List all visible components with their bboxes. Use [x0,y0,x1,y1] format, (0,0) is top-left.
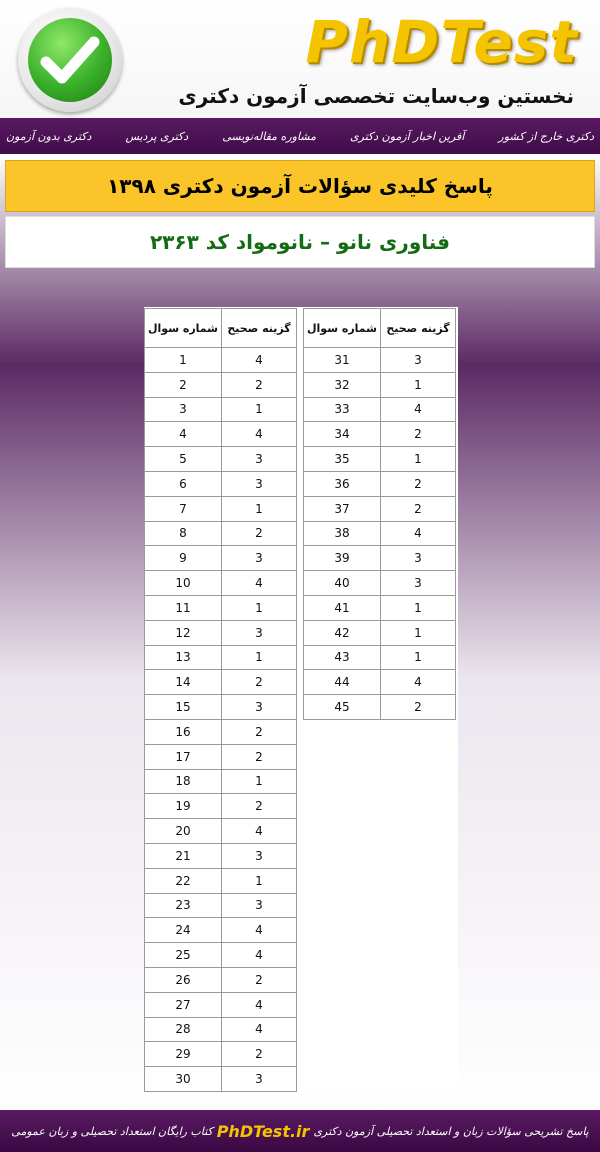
footer-text-right[interactable]: کتاب رایگان استعداد تحصیلی و زبان عمومی [11,1124,213,1138]
header-correct-option: گزینه صحیح [222,309,297,348]
page-title: پاسخ کلیدی سؤالات آزمون دکتری ۱۳۹۸ [5,160,595,212]
table-row [145,819,297,844]
correct-option-cell: 3 [222,447,297,472]
correct-option-cell: 2 [222,1042,297,1067]
table-row [145,571,297,596]
question-number-cell: 34 [304,422,381,447]
correct-option-cell: 3 [222,893,297,918]
table-row [145,670,297,695]
correct-option-cell: 1 [222,397,297,422]
question-number-cell: 32 [304,372,381,397]
question-number-cell: 14 [145,670,222,695]
table-row [145,422,297,447]
correct-option-cell: 3 [222,546,297,571]
correct-option-cell: 4 [222,348,297,373]
question-number-cell: 9 [145,546,222,571]
question-number-cell: 23 [145,893,222,918]
table-row [145,348,297,373]
correct-option-cell: 4 [381,397,456,422]
question-number-cell: 31 [304,348,381,373]
correct-option-cell: 1 [381,645,456,670]
correct-option-cell: 4 [381,521,456,546]
correct-option-cell: 1 [381,595,456,620]
table-row [304,372,456,397]
question-number-cell: 17 [145,744,222,769]
nav-item-no-exam-phd[interactable]: دکتری بدون آزمون [6,129,92,143]
question-number-cell: 4 [145,422,222,447]
question-number-cell: 6 [145,471,222,496]
question-number-cell: 10 [145,571,222,596]
correct-option-cell: 1 [222,868,297,893]
table-row [145,496,297,521]
correct-option-cell: 2 [222,670,297,695]
question-number-cell: 35 [304,447,381,472]
question-number-cell: 28 [145,1017,222,1042]
nav-item-pardis-phd[interactable]: دکتری پردیس [125,129,189,143]
table-row [145,372,297,397]
table-row [304,447,456,472]
correct-option-cell: 1 [222,595,297,620]
header-correct-option: گزینه صحیح [381,309,456,348]
brand-name[interactable]: PhDTest [305,8,578,76]
correct-option-cell: 4 [222,422,297,447]
correct-option-cell: 3 [222,843,297,868]
question-number-cell: 43 [304,645,381,670]
correct-option-cell: 2 [381,695,456,720]
table-row [145,595,297,620]
question-number-cell: 5 [145,447,222,472]
table-row [304,348,456,373]
question-number-cell: 3 [145,397,222,422]
question-number-cell: 20 [145,819,222,844]
table-row [145,719,297,744]
question-number-cell: 21 [145,843,222,868]
question-number-cell: 42 [304,620,381,645]
correct-option-cell: 1 [222,769,297,794]
footer-brand[interactable]: PhDTest.ir [216,1121,310,1141]
table-row [304,422,456,447]
question-number-cell: 40 [304,571,381,596]
table-row [304,571,456,596]
correct-option-cell: 3 [222,620,297,645]
table-row [145,943,297,968]
question-number-cell: 19 [145,794,222,819]
table-row [304,397,456,422]
table-row [145,918,297,943]
correct-option-cell: 4 [222,992,297,1017]
header-question-number: شماره سوال [304,309,381,348]
correct-option-cell: 2 [222,744,297,769]
question-number-cell: 39 [304,546,381,571]
table-row [145,1017,297,1042]
table-row [145,447,297,472]
table-row [145,471,297,496]
question-number-cell: 16 [145,719,222,744]
question-number-cell: 1 [145,348,222,373]
correct-option-cell: 4 [222,1017,297,1042]
correct-option-cell: 3 [222,471,297,496]
correct-option-cell: 4 [222,918,297,943]
table-row [145,645,297,670]
question-number-cell: 15 [145,695,222,720]
correct-option-cell: 1 [222,645,297,670]
table-row [145,868,297,893]
correct-option-cell: 4 [222,943,297,968]
correct-option-cell: 2 [222,372,297,397]
correct-option-cell: 3 [381,571,456,596]
question-number-cell: 36 [304,471,381,496]
check-icon [28,18,112,102]
question-number-cell: 44 [304,670,381,695]
logo-badge [28,18,112,102]
correct-option-cell: 3 [222,695,297,720]
correct-option-cell: 2 [222,794,297,819]
question-number-cell: 30 [145,1067,222,1092]
question-number-cell: 45 [304,695,381,720]
correct-option-cell: 4 [381,670,456,695]
table-row [145,695,297,720]
site-footer [0,1110,600,1152]
nav-item-article-consulting[interactable]: مشاوره مقاله‌نویسی [222,129,317,143]
nav-item-abroad-phd[interactable]: دکتری خارج از کشور [498,129,594,143]
table-row [304,695,456,720]
correct-option-cell: 2 [222,719,297,744]
question-number-cell: 29 [145,1042,222,1067]
nav-item-exam-news[interactable]: آفرین اخبار آزمون دکتری [350,129,465,143]
correct-option-cell: 2 [222,967,297,992]
question-number-cell: 2 [145,372,222,397]
table-row [145,521,297,546]
correct-option-cell: 1 [381,447,456,472]
question-number-cell: 11 [145,595,222,620]
header-question-number: شماره سوال [145,309,222,348]
table-row [304,645,456,670]
correct-option-cell: 3 [381,546,456,571]
correct-option-cell: 4 [222,819,297,844]
correct-option-cell: 1 [381,372,456,397]
table-row [304,471,456,496]
correct-option-cell: 1 [222,496,297,521]
table-row [145,744,297,769]
answer-key-table-left [144,308,297,1092]
table-row [304,670,456,695]
table-row [304,595,456,620]
question-number-cell: 25 [145,943,222,968]
table-row [145,967,297,992]
question-number-cell: 27 [145,992,222,1017]
table-row [145,769,297,794]
table-row [304,521,456,546]
question-number-cell: 33 [304,397,381,422]
page-subtitle: فناوری نانو – نانومواد کد ۲۳۶۳ [5,216,595,268]
correct-option-cell: 2 [222,521,297,546]
table-row [304,620,456,645]
site-header [0,0,600,118]
correct-option-cell: 3 [381,348,456,373]
correct-option-cell: 3 [222,1067,297,1092]
correct-option-cell: 2 [381,496,456,521]
table-row [145,794,297,819]
correct-option-cell: 2 [381,422,456,447]
question-number-cell: 37 [304,496,381,521]
table-row [145,546,297,571]
table-row [145,843,297,868]
main-nav [0,118,600,154]
site-tagline: نخستین وب‌سایت تخصصی آزمون دکتری [178,84,574,108]
table-row [145,1067,297,1092]
table-row [145,1042,297,1067]
correct-option-cell: 4 [222,571,297,596]
correct-option-cell: 2 [381,471,456,496]
table-row [145,620,297,645]
footer-text-left[interactable]: پاسخ تشریحی سؤالات زبان و استعداد تحصیلی آزمون دکتری [313,1124,589,1138]
table-row [145,893,297,918]
question-number-cell: 26 [145,967,222,992]
question-number-cell: 41 [304,595,381,620]
question-number-cell: 12 [145,620,222,645]
question-number-cell: 8 [145,521,222,546]
table-row [304,496,456,521]
question-number-cell: 7 [145,496,222,521]
table-row [304,546,456,571]
site-logo[interactable] [18,8,122,112]
question-number-cell: 22 [145,868,222,893]
table-row [145,992,297,1017]
question-number-cell: 13 [145,645,222,670]
table-row [145,397,297,422]
question-number-cell: 38 [304,521,381,546]
correct-option-cell: 1 [381,620,456,645]
answer-key-table-right [303,308,456,720]
question-number-cell: 18 [145,769,222,794]
question-number-cell: 24 [145,918,222,943]
